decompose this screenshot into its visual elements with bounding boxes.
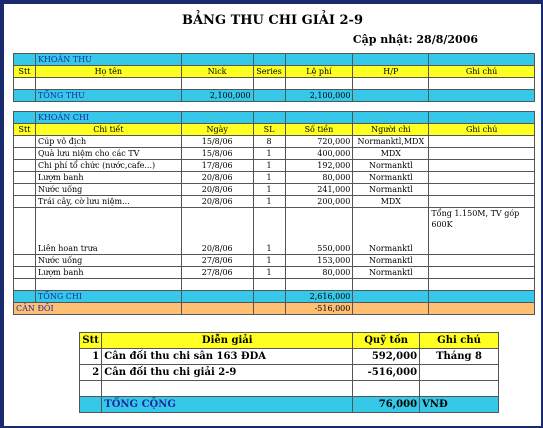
income-section-row xyxy=(14,54,535,66)
note-cell xyxy=(429,267,535,279)
expense-total-amount: 2,616,000 xyxy=(285,291,353,303)
date-cell: 20/8/06 xyxy=(181,208,253,255)
summary-row: 2 Cân đối thu chi giải 2-9 -516,000 xyxy=(80,365,499,381)
col-header: H/P xyxy=(353,66,429,78)
expense-row xyxy=(14,267,535,279)
date-cell: 15/8/06 xyxy=(181,148,253,160)
col-header: Diễn giải xyxy=(102,333,353,349)
col-header: Quỹ tồn xyxy=(353,333,420,349)
detail-cell: Liên hoan trưa xyxy=(35,208,181,255)
amount-cell: 200,000 xyxy=(285,196,353,208)
expense-row xyxy=(14,184,535,196)
income-total-label: TỔNG THU xyxy=(35,90,181,102)
income-total-fee: 2,100,000 xyxy=(285,90,353,102)
blank-row xyxy=(80,381,499,397)
expense-row xyxy=(14,172,535,184)
stt-cell xyxy=(14,148,36,160)
detail-cell: Quà lưu niệm cho các TV xyxy=(35,148,181,160)
stt-cell xyxy=(14,160,36,172)
col-header: Họ tên xyxy=(35,66,181,78)
col-header: Lệ phí xyxy=(285,66,353,78)
expense-row xyxy=(14,255,535,267)
expense-row xyxy=(14,148,535,160)
amount-cell: 80,000 xyxy=(285,172,353,184)
detail-cell: Nước uống xyxy=(35,255,181,267)
payer-cell: MDX xyxy=(353,196,429,208)
summary-total-row xyxy=(80,397,499,413)
detail-cell: Nước uống xyxy=(35,184,181,196)
date-cell: 20/8/06 xyxy=(181,196,253,208)
col-header: Số tiền xyxy=(285,124,353,136)
expense-section-title: KHOẢN CHI xyxy=(35,112,181,124)
blank-row xyxy=(14,78,535,90)
payer-cell: Normanktl xyxy=(353,208,429,255)
date-cell: 27/8/06 xyxy=(181,255,253,267)
payer-cell: Normanktl xyxy=(353,184,429,196)
col-header: Nick xyxy=(181,66,253,78)
balance-label: CÂN ĐỐI xyxy=(14,303,182,315)
col-header: Stt xyxy=(14,124,36,136)
col-header: SL xyxy=(253,124,285,136)
stt-cell xyxy=(14,172,36,184)
col-header: Stt xyxy=(14,66,36,78)
expense-row xyxy=(14,196,535,208)
payer-cell: Normanktl,MDX xyxy=(353,136,429,148)
payer-cell: MDX xyxy=(353,148,429,160)
amount-cell: 153,000 xyxy=(285,255,353,267)
amount-cell: 80,000 xyxy=(285,267,353,279)
blank-row xyxy=(14,279,535,291)
date-cell: 20/8/06 xyxy=(181,172,253,184)
note-cell xyxy=(429,255,535,267)
date-cell: 17/8/06 xyxy=(181,160,253,172)
detail-cell: Lượm banh xyxy=(35,172,181,184)
col-header: Series xyxy=(253,66,285,78)
income-table xyxy=(13,53,535,102)
payer-cell: Normanktl xyxy=(353,255,429,267)
col-header: Ghi chú xyxy=(429,66,535,78)
note-cell xyxy=(429,196,535,208)
detail-cell: Lượm banh xyxy=(35,267,181,279)
summary-total-amount: 76,000 xyxy=(353,397,420,413)
stt-cell xyxy=(14,255,36,267)
summary-row: 1 Cân đối thu chi sân 163 ĐDA 592,000 Tháng 8 xyxy=(80,349,499,365)
qty-cell: 1 xyxy=(253,267,285,279)
payer-cell: Normanktl xyxy=(353,160,429,172)
col-header: Người chi xyxy=(353,124,429,136)
expense-row xyxy=(14,136,535,148)
income-total-nick: 2,100,000 xyxy=(181,90,253,102)
note-cell xyxy=(429,160,535,172)
expense-total-label: TỔNG CHI xyxy=(35,291,181,303)
qty-cell: 1 xyxy=(253,172,285,184)
detail-cell: Chi phí tổ chức (nước,cafe...) xyxy=(35,160,181,172)
income-section-title: KHOẢN THU xyxy=(35,54,181,66)
expense-table xyxy=(13,111,535,315)
payer-cell: Normanktl xyxy=(353,267,429,279)
note-cell xyxy=(429,148,535,160)
expense-row xyxy=(14,160,535,172)
col-header: Ghi chú xyxy=(429,124,535,136)
stt-cell xyxy=(14,184,36,196)
qty-cell: 8 xyxy=(253,136,285,148)
note-cell: Tổng 1.150M, TV góp 600K xyxy=(429,208,535,255)
stt-cell xyxy=(14,196,36,208)
expense-section-row xyxy=(14,112,535,124)
summary-table xyxy=(79,332,499,413)
amount-cell: 720,000 xyxy=(285,136,353,148)
qty-cell: 1 xyxy=(253,148,285,160)
income-header-row xyxy=(14,66,535,78)
income-total-row xyxy=(14,90,535,102)
col-header: Stt xyxy=(80,333,102,349)
qty-cell: 1 xyxy=(253,255,285,267)
detail-cell: Cúp vô địch xyxy=(35,136,181,148)
date-cell: 20/8/06 xyxy=(181,184,253,196)
qty-cell: 1 xyxy=(253,160,285,172)
qty-cell: 1 xyxy=(253,184,285,196)
summary-total-label: TỔNG CỘNG xyxy=(102,397,353,413)
date-cell: 27/8/06 xyxy=(181,267,253,279)
summary-currency: VNĐ xyxy=(420,397,499,413)
col-header: Chi tiết xyxy=(35,124,181,136)
summary-header-row xyxy=(80,333,499,349)
note-cell xyxy=(429,184,535,196)
amount-cell: 241,000 xyxy=(285,184,353,196)
expense-row xyxy=(14,208,535,255)
col-header: Ngày xyxy=(181,124,253,136)
date-cell: 15/8/06 xyxy=(181,136,253,148)
col-header: Ghi chú xyxy=(420,333,499,349)
spreadsheet-frame xyxy=(4,4,541,426)
stt-cell xyxy=(14,136,36,148)
note-cell xyxy=(429,172,535,184)
balance-amount: -516,000 xyxy=(285,303,353,315)
note-cell xyxy=(429,136,535,148)
expense-total-row xyxy=(14,291,535,303)
amount-cell: 550,000 xyxy=(285,208,353,255)
qty-cell: 1 xyxy=(253,208,285,255)
updated-date: Cập nhật: 28/8/2006 xyxy=(352,33,478,46)
amount-cell: 400,000 xyxy=(285,148,353,160)
detail-cell: Trái cây, cờ lưu niệm... xyxy=(35,196,181,208)
stt-cell xyxy=(14,267,36,279)
page-title: BẢNG THU CHI GIẢI 2-9 xyxy=(181,13,363,28)
qty-cell: 1 xyxy=(253,196,285,208)
amount-cell: 192,000 xyxy=(285,160,353,172)
stt-cell xyxy=(14,208,36,255)
balance-row xyxy=(14,303,535,315)
payer-cell: Normanktl xyxy=(353,172,429,184)
expense-header-row xyxy=(14,124,535,136)
